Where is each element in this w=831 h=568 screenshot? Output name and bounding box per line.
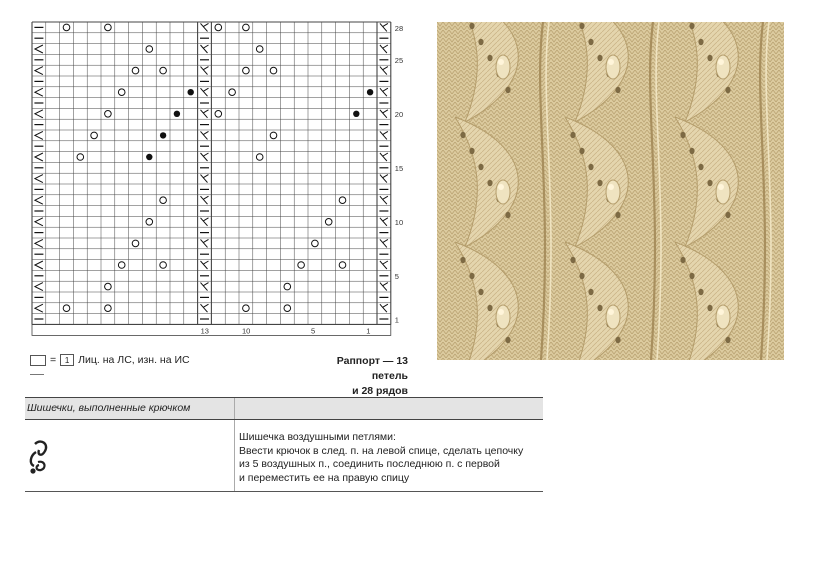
k2tog-symbol <box>35 110 43 118</box>
yarn-over-symbol <box>146 219 153 226</box>
yarn-over-symbol <box>105 24 112 31</box>
bobble-highlight <box>498 184 504 190</box>
eyelet-hole <box>725 337 730 343</box>
yarn-over-symbol <box>243 24 250 31</box>
eyelet-hole <box>707 180 712 186</box>
eyelet-hole <box>689 148 694 154</box>
k2tog-symbol <box>35 304 43 312</box>
k2tog-symbol <box>35 261 43 269</box>
eyelet-hole <box>698 39 703 45</box>
legend-empty-box <box>30 355 46 366</box>
column-number: 13 <box>200 326 209 336</box>
eyelet-hole <box>570 257 575 263</box>
k2tog-symbol <box>35 88 43 96</box>
yarn-over-symbol <box>146 46 153 53</box>
eyelet-hole <box>505 212 510 218</box>
row-number: 28 <box>394 23 404 33</box>
yarn-over-symbol <box>160 67 167 74</box>
bobble-table-body <box>25 420 543 492</box>
eyelet-hole <box>487 180 492 186</box>
row-number: 1 <box>394 315 399 325</box>
yarn-over-symbol <box>77 154 84 161</box>
bobble-title: Шишечка воздушными петлями: <box>239 431 396 443</box>
skp-symbol <box>380 131 388 139</box>
skp-symbol <box>380 153 388 161</box>
column-number-strip <box>32 324 391 335</box>
legend-one-label: 1 <box>64 355 70 365</box>
skp-symbol <box>380 261 388 269</box>
yarn-over-symbol <box>229 89 236 96</box>
yarn-over-symbol <box>105 305 112 312</box>
eyelet-hole <box>689 273 694 279</box>
k2tog-symbol <box>35 131 43 139</box>
row-number: 20 <box>394 110 404 120</box>
header-separator <box>234 398 235 419</box>
yarn-over-symbol <box>270 67 277 74</box>
skp-symbol <box>201 67 209 75</box>
skp-symbol <box>201 196 209 204</box>
bobble-highlight <box>498 309 504 315</box>
bobble-table-header <box>25 397 543 420</box>
body-separator <box>234 420 235 491</box>
legend <box>30 354 190 366</box>
eyelet-hole <box>505 337 510 343</box>
skp-symbol <box>201 23 209 31</box>
bobble-highlight <box>608 184 614 190</box>
legend-one-box <box>60 354 74 366</box>
bobble-symbol <box>174 111 180 117</box>
skp-symbol <box>380 239 388 247</box>
bobble-line-3: и переместить ее на правую спицу <box>239 471 410 484</box>
yarn-over-symbol <box>118 89 125 96</box>
skp-symbol <box>201 175 209 183</box>
bobble-highlight <box>608 309 614 315</box>
yarn-over-symbol <box>215 24 222 31</box>
eyelet-hole <box>505 87 510 93</box>
k2tog-symbol <box>35 196 43 204</box>
bobble-line-1: Ввести крючок в след. п. на левой спице, сделать цепочку <box>239 444 524 457</box>
eyelet-hole <box>680 257 685 263</box>
eyelet-hole <box>460 132 465 138</box>
eyelet-hole <box>478 164 483 170</box>
k2tog-symbol <box>35 67 43 75</box>
bobble-knot <box>606 55 620 79</box>
yarn-over-symbol <box>63 305 70 312</box>
eyelet-hole <box>689 23 694 29</box>
yarn-over-symbol <box>215 111 222 118</box>
repeat-note <box>300 354 408 399</box>
skp-symbol <box>201 283 209 291</box>
skp-symbol <box>201 45 209 53</box>
eyelet-hole <box>469 148 474 154</box>
yarn-over-symbol <box>312 240 319 247</box>
row-number: 10 <box>394 218 404 228</box>
eyelet-hole <box>615 212 620 218</box>
bobble-highlight <box>718 184 724 190</box>
k2tog-symbol <box>35 239 43 247</box>
repeat-line-2: и 28 рядов <box>352 385 408 397</box>
eyelet-hole <box>680 132 685 138</box>
yarn-over-symbol <box>243 67 250 74</box>
skp-symbol <box>201 218 209 226</box>
bobble-knot <box>716 180 730 204</box>
eyelet-hole <box>597 55 602 61</box>
row-number: 15 <box>394 164 404 174</box>
skp-symbol <box>201 153 209 161</box>
eyelet-hole <box>579 273 584 279</box>
bobble-highlight <box>498 59 504 65</box>
eyelet-hole <box>469 23 474 29</box>
eyelet-hole <box>725 212 730 218</box>
skp-symbol <box>380 23 388 31</box>
skp-symbol <box>380 67 388 75</box>
yarn-over-symbol <box>118 262 125 269</box>
bobble-symbol <box>367 89 373 95</box>
knit-sample-photo <box>437 22 784 360</box>
skp-symbol <box>380 283 388 291</box>
bobble-knot <box>496 180 510 204</box>
k2tog-symbol <box>35 283 43 291</box>
bobble-highlight <box>608 59 614 65</box>
repeat-line-1: Раппорт — 13 петель <box>336 355 408 382</box>
eyelet-hole <box>698 289 703 295</box>
column-number: 10 <box>242 326 251 336</box>
skp-symbol <box>201 110 209 118</box>
skp-symbol <box>201 261 209 269</box>
eyelet-hole <box>588 39 593 45</box>
bobble-knot <box>716 55 730 79</box>
eyelet-hole <box>597 305 602 311</box>
yarn-over-symbol <box>160 197 167 204</box>
column-number: 5 <box>311 326 316 336</box>
k2tog-symbol <box>35 45 43 53</box>
legend-text: Лиц. на ЛС, изн. на ИС <box>78 354 190 366</box>
yarn-over-symbol <box>284 283 291 290</box>
yarn-over-symbol <box>63 24 70 31</box>
bobble-symbol <box>188 89 194 95</box>
bobble-knot <box>496 55 510 79</box>
eyelet-hole <box>588 289 593 295</box>
bobble-line-2: из 5 воздушных п., соединить последнюю п. с первой <box>239 458 500 470</box>
eyelet-hole <box>615 337 620 343</box>
bobble-knot <box>606 305 620 329</box>
legend-equals: = <box>50 354 57 366</box>
bobble-symbol <box>146 154 152 160</box>
skp-symbol <box>380 304 388 312</box>
bobble-highlight <box>718 309 724 315</box>
eyelet-hole <box>487 55 492 61</box>
row-number: 25 <box>394 56 404 66</box>
eyelet-hole <box>478 39 483 45</box>
eyelet-hole <box>698 164 703 170</box>
yarn-over-symbol <box>284 305 291 312</box>
yarn-over-symbol <box>132 67 139 74</box>
yarn-over-symbol <box>91 132 98 139</box>
yarn-over-symbol <box>160 262 167 269</box>
skp-symbol <box>380 45 388 53</box>
bobble-knot <box>496 305 510 329</box>
skp-symbol <box>380 88 388 96</box>
column-number: 1 <box>366 326 371 336</box>
bobble-knot <box>606 180 620 204</box>
yarn-over-symbol <box>270 132 277 139</box>
yarn-over-symbol <box>298 262 305 269</box>
eyelet-hole <box>597 180 602 186</box>
yarn-over-symbol <box>256 154 263 161</box>
yarn-over-symbol <box>105 283 112 290</box>
eyelet-hole <box>460 257 465 263</box>
skp-symbol <box>201 131 209 139</box>
eyelet-hole <box>579 148 584 154</box>
yarn-over-symbol <box>132 240 139 247</box>
yarn-over-symbol <box>339 197 346 204</box>
k2tog-symbol <box>35 218 43 226</box>
k2tog-symbol <box>35 175 43 183</box>
eyelet-hole <box>588 164 593 170</box>
eyelet-hole <box>725 87 730 93</box>
k2tog-symbol <box>35 153 43 161</box>
yarn-over-symbol <box>105 111 112 118</box>
skp-symbol <box>380 175 388 183</box>
skp-symbol <box>201 304 209 312</box>
yarn-over-symbol <box>256 46 263 53</box>
eyelet-hole <box>570 132 575 138</box>
bobble-symbol <box>353 111 359 117</box>
bobble-description <box>239 431 523 485</box>
bobble-highlight <box>718 59 724 65</box>
bobble-header-text: Шишечки, выполненные крючком <box>27 402 191 414</box>
skp-symbol <box>380 196 388 204</box>
bobble-knot <box>716 305 730 329</box>
yarn-over-symbol <box>325 219 332 226</box>
eyelet-hole <box>579 23 584 29</box>
eyelet-hole <box>487 305 492 311</box>
bobble-symbol <box>160 132 166 138</box>
skp-symbol <box>201 239 209 247</box>
eyelet-hole <box>707 55 712 61</box>
skp-symbol <box>201 88 209 96</box>
skp-symbol <box>380 218 388 226</box>
yarn-over-symbol <box>339 262 346 269</box>
eyelet-hole <box>707 305 712 311</box>
bobble-chain-icon <box>27 438 53 476</box>
row-number: 5 <box>394 272 399 282</box>
legend-divider <box>30 374 44 375</box>
yarn-over-symbol <box>243 305 250 312</box>
eyelet-hole <box>615 87 620 93</box>
skp-symbol <box>380 110 388 118</box>
eyelet-hole <box>469 273 474 279</box>
eyelet-hole <box>478 289 483 295</box>
bobble-table <box>25 397 543 492</box>
